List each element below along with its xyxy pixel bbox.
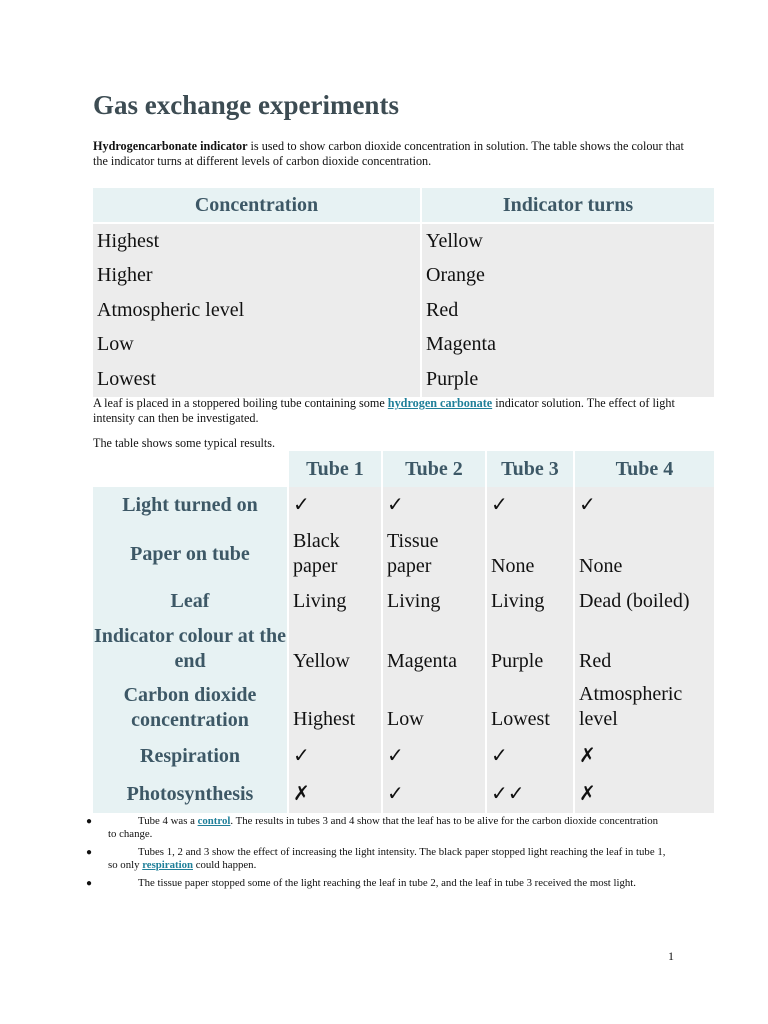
table-row <box>93 679 715 737</box>
table-row <box>93 487 715 524</box>
hydrogen-carbonate-link[interactable]: hydrogen carbonate <box>387 396 493 410</box>
row-label-leaf: Leaf <box>93 584 288 619</box>
table-row <box>93 584 715 619</box>
table2-cell: ✓ <box>574 487 715 524</box>
table1-cell: Highest <box>93 223 421 259</box>
table2-header-tube3: Tube 3 <box>486 451 574 487</box>
table2-cell: Living <box>382 584 486 619</box>
table1-cell: Purple <box>421 362 715 397</box>
table1-cell: Higher <box>93 259 421 294</box>
table2-cell: None <box>486 524 574 584</box>
list-item <box>86 846 666 872</box>
table2-cell: ✓ <box>486 737 574 775</box>
table2-cell: Dead (boiled) <box>574 584 715 619</box>
row-label-light: Light turned on <box>93 487 288 524</box>
bullet2-text-before: Tubes 1, 2 and 3 show the effect of increasing the light intensity. The black paper stopped light reaching the leaf in tube 1, so only <box>108 846 666 871</box>
table2-cell: ✗ <box>288 775 382 813</box>
table1-cell: Low <box>93 328 421 363</box>
concentration-table <box>93 188 716 397</box>
table2-cell: ✓ <box>288 487 382 524</box>
row-label-indicator: Indicator colour at the end <box>93 619 288 679</box>
bullet3-text: The tissue paper stopped some of the light reaching the leaf in tube 2, and the leaf in tube 3 received the most light. <box>138 877 637 889</box>
bullet-icon: ● <box>86 847 93 858</box>
table2-cell: ✓ <box>486 487 574 524</box>
table2-cell: ✓ <box>382 487 486 524</box>
table1-cell: Yellow <box>421 223 715 259</box>
table2-cell: Atmospheric level <box>574 679 715 737</box>
setup-text-before: A leaf is placed in a stoppered boiling tube containing some <box>93 396 388 410</box>
setup-paragraph <box>93 396 693 425</box>
table2-cell: Living <box>486 584 574 619</box>
intro-paragraph <box>93 139 693 168</box>
table1-header-concentration: Concentration <box>93 188 421 223</box>
table2-cell: Highest <box>288 679 382 737</box>
table1-cell: Magenta <box>421 328 715 363</box>
respiration-link[interactable]: respiration <box>142 859 193 871</box>
table1-cell: Red <box>421 293 715 328</box>
table-row <box>93 524 715 584</box>
table1-cell: Lowest <box>93 362 421 397</box>
table1-header-indicator: Indicator turns <box>421 188 715 223</box>
row-label-paper: Paper on tube <box>93 524 288 584</box>
table-row <box>93 775 715 813</box>
bullet1-text-after: . The results in tubes 3 and 4 show that the leaf has to be alive for the carbon dioxide concentration to change. <box>108 815 659 840</box>
table2-cell: Black paper <box>288 524 382 584</box>
table-row <box>93 362 715 397</box>
page-number: 1 <box>668 949 674 963</box>
table2-header-tube2: Tube 2 <box>382 451 486 487</box>
list-item <box>86 877 666 890</box>
page-title: Gas exchange experiments <box>93 90 399 120</box>
table-row <box>93 293 715 328</box>
bullet-icon: ● <box>86 816 93 827</box>
results-table <box>93 451 716 813</box>
table2-cell: Purple <box>486 619 574 679</box>
table-row <box>93 737 715 775</box>
table2-header-tube1: Tube 1 <box>288 451 382 487</box>
table2-cell: Lowest <box>486 679 574 737</box>
table-row <box>93 619 715 679</box>
table2-header-tube4: Tube 4 <box>574 451 715 487</box>
table2-cell: ✓ <box>382 775 486 813</box>
conclusions-list <box>86 815 666 895</box>
control-link[interactable]: control <box>197 815 231 827</box>
table1-cell: Orange <box>421 259 715 294</box>
setup-text-after: indicator solution. The effect of light intensity can then be investigated. <box>93 396 675 425</box>
table2-cell: Magenta <box>382 619 486 679</box>
table2-corner <box>93 451 288 487</box>
bullet1-text-before: Tube 4 was a <box>138 815 198 827</box>
row-label-co2: Carbon dioxide concentration <box>93 679 288 737</box>
table-row <box>93 223 715 259</box>
table2-cell: None <box>574 524 715 584</box>
intro-bold-term: Hydrogencarbonate indicator <box>93 139 248 153</box>
list-item <box>86 815 666 841</box>
table2-cell: Tissue paper <box>382 524 486 584</box>
table2-cell: Yellow <box>288 619 382 679</box>
table2-cell: Red <box>574 619 715 679</box>
table-row <box>93 259 715 294</box>
table2-cell: Low <box>382 679 486 737</box>
table1-cell: Atmospheric level <box>93 293 421 328</box>
table-row <box>93 328 715 363</box>
intro-text: is used to show carbon dioxide concentration in solution. The table shows the colour that the indicator turns at different levels of carbon dioxide concentration. <box>93 139 684 168</box>
bullet2-text-after: could happen. <box>193 859 257 871</box>
results-intro: The table shows some typical results. <box>93 436 276 450</box>
row-label-respiration: Respiration <box>93 737 288 775</box>
table2-cell: ✓ <box>382 737 486 775</box>
table2-cell: ✗ <box>574 775 715 813</box>
table2-cell: ✗ <box>574 737 715 775</box>
row-label-photosynthesis: Photosynthesis <box>93 775 288 813</box>
table2-cell: ✓✓ <box>486 775 574 813</box>
table2-cell: ✓ <box>288 737 382 775</box>
table2-cell: Living <box>288 584 382 619</box>
bullet-icon: ● <box>86 878 93 889</box>
